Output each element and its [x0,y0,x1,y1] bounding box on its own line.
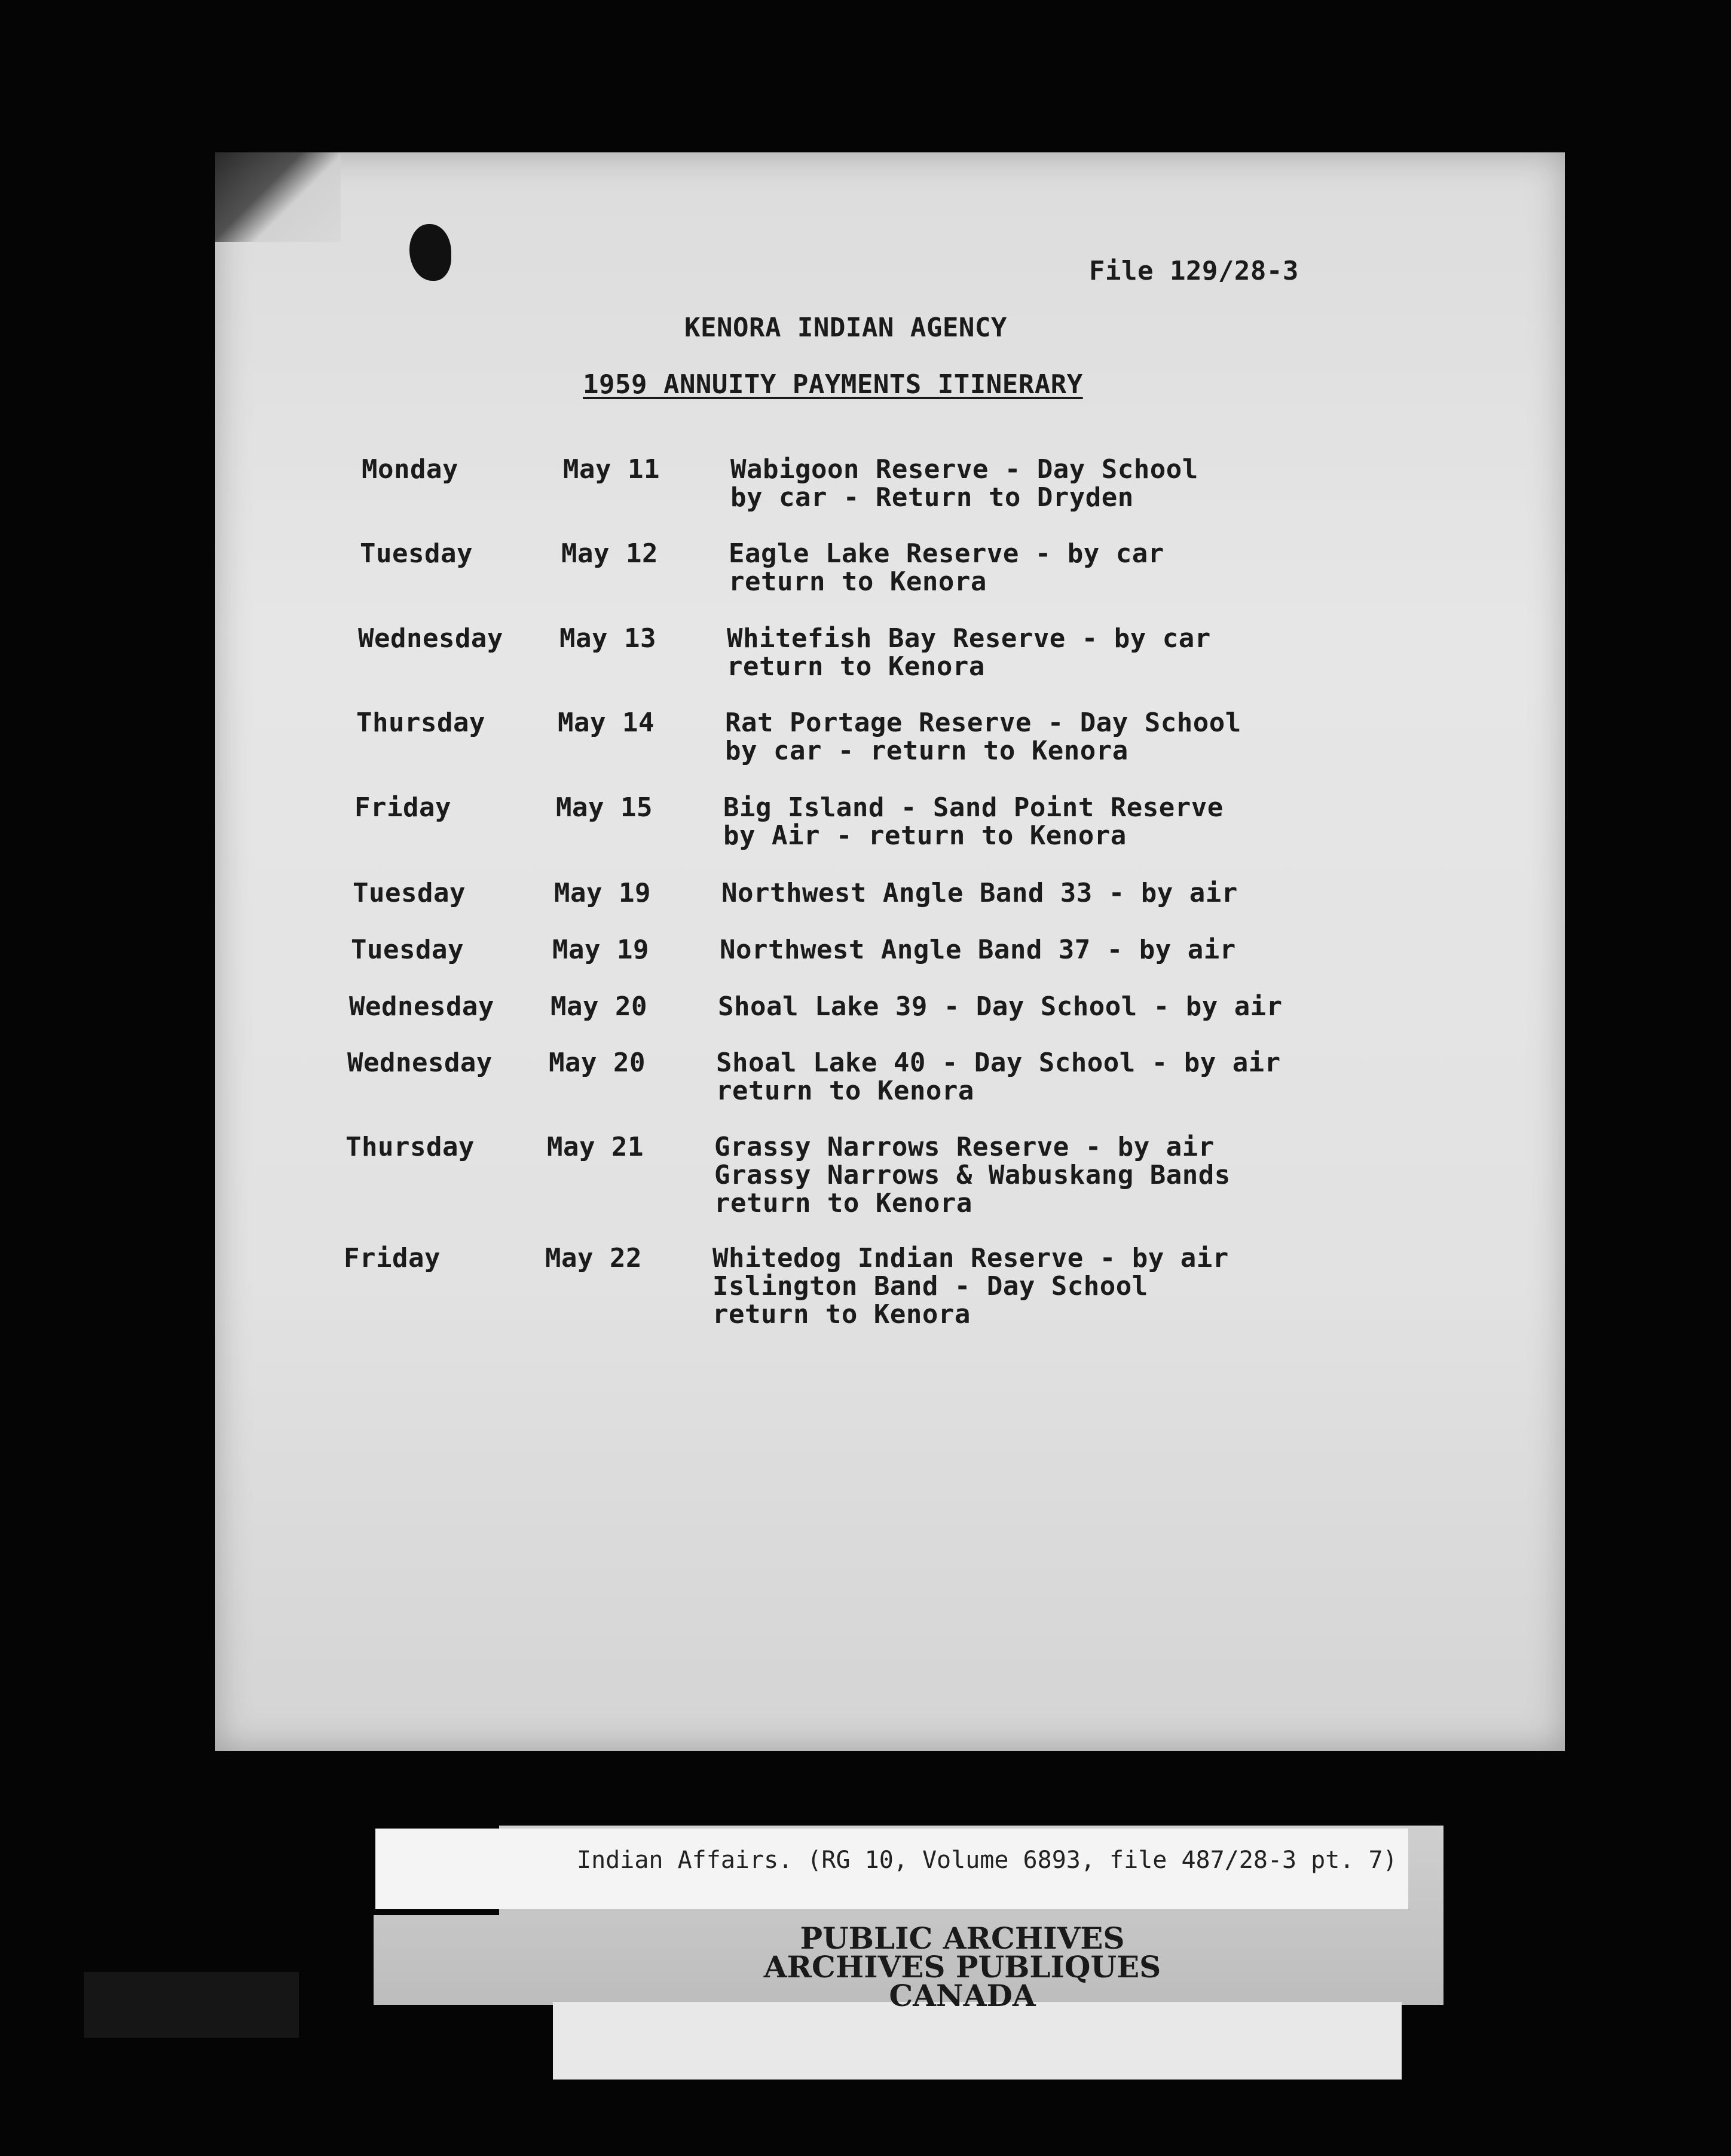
row-date: May 21 [547,1132,644,1162]
row-destination-line: Shoal Lake 39 - Day School - by air [718,991,1283,1022]
row-day: Wednesday [349,991,494,1022]
row-day: Thursday [345,1132,475,1162]
row-day: Tuesday [353,878,466,908]
row-day: Wednesday [358,623,503,654]
row-destination-line: by car - return to Kenora [725,736,1128,766]
row-date: May 13 [559,623,656,654]
row-destination-line: by car - Return to Dryden [730,482,1134,513]
row-destination-line: Rat Portage Reserve - Day School [725,708,1241,738]
stamp-line-1: PUBLIC ARCHIVES [800,1921,1125,1956]
row-day: Thursday [356,708,485,738]
side-frame-mark [84,1972,299,2038]
row-destination-line: Grassy Narrows Reserve - by air [714,1132,1215,1162]
row-date: May 11 [563,454,660,485]
row-destination-line: return to Kenora [716,1076,974,1106]
row-date: May 19 [554,878,651,908]
stamp-line-2: ARCHIVES PUBLIQUES [763,1949,1161,1984]
archive-reference: Indian Affairs. (RG 10, Volume 6893, file 487/28-3 pt. 7) [577,1846,1397,1874]
row-destination-line: Eagle Lake Reserve - by car [729,538,1164,569]
row-date: May 12 [561,538,658,569]
row-date: May 14 [558,708,655,738]
row-destination-line: Grassy Narrows & Wabuskang Bands [714,1160,1231,1190]
archive-stamp-base [553,2002,1402,2080]
row-destination-line: Whitedog Indian Reserve - by air [712,1243,1229,1273]
row-date: May 20 [551,991,647,1022]
row-day: Monday [362,454,458,485]
row-destination-line: Big Island - Sand Point Reserve [723,792,1224,823]
itinerary-title: 1959 ANNUITY PAYMENTS ITINERARY [583,369,1083,400]
row-day: Wednesday [347,1048,493,1078]
folded-corner [215,152,341,242]
row-day: Friday [354,792,451,823]
row-destination-line: Islington Band - Day School [712,1271,1148,1301]
row-day: Friday [344,1243,441,1273]
row-day: Tuesday [351,935,464,965]
row-date: May 19 [552,935,649,965]
row-destination-line: Whitefish Bay Reserve - by car [727,623,1211,654]
agency-heading: KENORA INDIAN AGENCY [684,313,1007,343]
row-destination-line: by Air - return to Kenora [723,820,1127,851]
file-number: File 129/28-3 [1089,256,1299,286]
row-date: May 20 [549,1048,646,1078]
row-date: May 15 [556,792,653,823]
row-destination-line: return to Kenora [714,1188,972,1218]
row-destination-line: return to Kenora [727,651,985,682]
row-destination-line: Northwest Angle Band 33 - by air [721,878,1238,908]
row-destination-line: Shoal Lake 40 - Day School - by air [716,1048,1281,1078]
row-destination-line: Northwest Angle Band 37 - by air [720,935,1236,965]
row-date: May 22 [545,1243,642,1273]
row-day: Tuesday [360,538,473,569]
row-destination-line: return to Kenora [729,566,987,597]
row-destination-line: Wabigoon Reserve - Day School [730,454,1198,485]
row-destination-line: return to Kenora [712,1299,971,1330]
stamp-line-3: CANADA [889,1978,1036,2013]
